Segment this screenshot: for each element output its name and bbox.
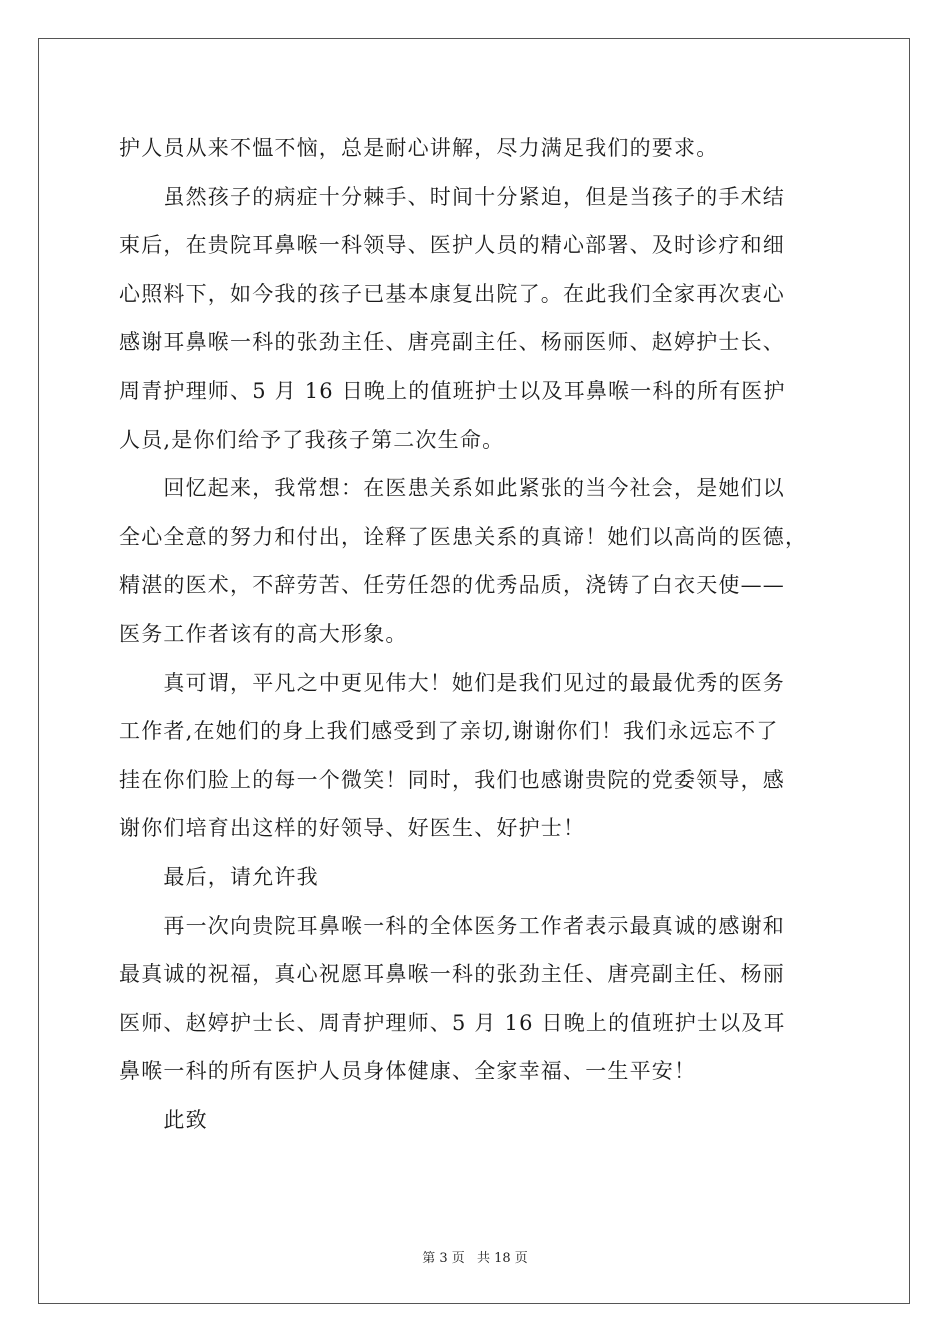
text-line: 精湛的医术，不辞劳苦、任劳任怨的优秀品质，浇铸了白衣天使—— <box>119 573 785 598</box>
text-line: 人员,是你们给予了我孩子第二次生命。 <box>119 427 505 452</box>
total-pages: 共 18 页 <box>476 1251 528 1266</box>
text-line: 最真诚的祝福，真心祝愿耳鼻喉一科的张劲主任、唐亮副主任、杨丽 <box>119 962 785 987</box>
text-line: 回忆起来，我常想：在医患关系如此紧张的当今社会，是她们以 <box>119 476 785 501</box>
text-line: 束后，在贵院耳鼻喉一科领导、医护人员的精心部署、及时诊疗和细 <box>119 233 785 258</box>
text-line: 再一次向贵院耳鼻喉一科的全体医务工作者表示最真诚的感谢和 <box>119 913 785 938</box>
text-line: 挂在你们脸上的每一个微笑！同时，我们也感谢贵院的党委领导，感 <box>119 767 785 792</box>
text-line: 全心全意的努力和付出，诠释了医患关系的真谛！她们以高尚的医德， <box>119 524 808 549</box>
text-line: 最后，请允许我 <box>119 864 319 889</box>
text-line: 感谢耳鼻喉一科的张劲主任、唐亮副主任、杨丽医师、赵婷护士长、 <box>119 330 785 355</box>
text-line: 医务工作者该有的高大形象。 <box>119 621 408 646</box>
text-line: 此致 <box>119 1107 208 1132</box>
text-line: 虽然孩子的病症十分棘手、时间十分紧迫，但是当孩子的手术结 <box>119 184 785 209</box>
page-number: 第 3 页 <box>422 1251 465 1266</box>
text-line: 护人员从来不愠不恼，总是耐心讲解，尽力满足我们的要求。 <box>119 136 719 160</box>
page-footer <box>0 1247 950 1266</box>
text-line: 谢你们培育出这样的好领导、好医生、好护士！ <box>119 816 586 841</box>
text-line: 鼻喉一科的所有医护人员身体健康、全家幸福、一生平安！ <box>119 1059 697 1084</box>
text-line: 心照料下，如今我的孩子已基本康复出院了。在此我们全家再次衷心 <box>119 281 785 306</box>
text-line: 医师、赵婷护士长、周青护理师、5 月 16 日晚上的值班护士以及耳 <box>119 1010 786 1035</box>
text-line: 真可谓，平凡之中更见伟大！她们是我们见过的最最优秀的医务 <box>119 670 785 695</box>
letter-body <box>119 124 839 1144</box>
text-line: 工作者,在她们的身上我们感受到了亲切,谢谢你们！我们永远忘不了 <box>119 719 779 744</box>
text-line: 周青护理师、5 月 16 日晚上的值班护士以及耳鼻喉一科的所有医护 <box>119 378 786 403</box>
